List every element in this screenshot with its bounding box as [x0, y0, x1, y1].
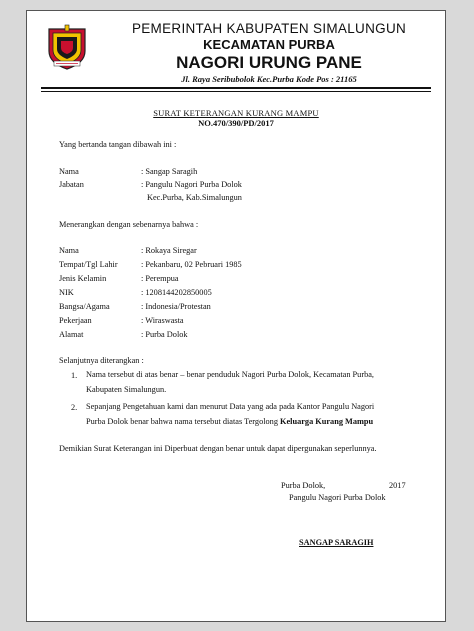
letterhead-district: KECAMATAN PURBA: [203, 37, 335, 52]
subject-value: : Perempua: [141, 274, 179, 283]
signature-name: SANGAP SARAGIH: [299, 538, 374, 547]
subject-value: : Pekanbaru, 02 Pebruari 1985: [141, 260, 242, 269]
subject-label: Tempat/Tgl Lahir: [59, 260, 118, 269]
subject-value: : 1208144202850005: [141, 288, 212, 297]
signer-label: Nama: [59, 167, 79, 176]
further-text: Selanjutnya diterangkan :: [59, 356, 144, 365]
intro-text: Yang bertanda tangan dibawah ini :: [59, 140, 177, 149]
statement-line: Kabupaten Simalungun.: [86, 385, 167, 394]
letterhead-government: PEMERINTAH KABUPATEN SIMALUNGUN: [131, 21, 407, 36]
signer-label: Jabatan: [59, 180, 84, 189]
statement-line: Nama tersebut di atas benar – benar penduduk Nagori Purba Dolok, Kecamatan Purba,: [86, 370, 374, 379]
statement-line: [86, 414, 426, 429]
statement-text: Purba Dolok benar bahwa nama tersebut diatas Tergolong: [86, 417, 281, 426]
signer-value: : Pangulu Nagori Purba Dolok: [141, 180, 242, 189]
letterhead-village: NAGORI URUNG PANE: [176, 53, 362, 72]
letterhead-rule-thin: [41, 91, 431, 92]
signature-year: 2017: [389, 481, 406, 490]
signer-value: : Sangap Saragih: [141, 167, 198, 176]
letterhead: [99, 21, 439, 85]
subject-value: : Wiraswasta: [141, 316, 184, 325]
subject-label: Jenis Kelamin: [59, 274, 107, 283]
signature-place: Purba Dolok,: [281, 481, 326, 490]
statement-item: [86, 399, 426, 429]
letterhead-rule-thick: [41, 87, 431, 89]
subject-label: Pekerjaan: [59, 316, 92, 325]
subject-value: : Purba Dolok: [141, 330, 188, 339]
letter-page: [26, 10, 446, 622]
letterhead-address: Jl. Raya Seribubolok Kec.Purba Kode Pos : 21165: [181, 74, 357, 84]
statement-item: [86, 367, 426, 397]
statement-line: Sepanjang Pengetahuan kami dan menurut Data yang ada pada Kantor Pangulu Nagori: [86, 402, 375, 411]
subject-label: Nama: [59, 246, 79, 255]
subject-label: NIK: [59, 288, 74, 297]
regency-emblem-logo: [43, 23, 91, 71]
item-number: 1.: [71, 371, 78, 380]
subject-label: Bangsa/Agama: [59, 302, 110, 311]
letter-number: NO.470/390/PD/2017: [198, 118, 274, 128]
statement-emphasis: Keluarga Kurang Mampu: [280, 417, 374, 426]
closing-text: Demikian Surat Keterangan ini Diperbuat dengan benar untuk dapat dipergunakan seperlunnya.: [59, 444, 377, 453]
declare-text: Menerangkan dengan sebenarnya bahwa :: [59, 220, 199, 229]
letter-title: SURAT KETERANGAN KURANG MAMPU: [153, 108, 319, 118]
subject-value: : Indonesia/Protestan: [141, 302, 211, 311]
signer-extra: Kec.Purba, Kab.Simalungun: [147, 193, 242, 202]
subject-label: Alamat: [59, 330, 84, 339]
item-number: 2.: [71, 403, 78, 412]
subject-value: : Rokaya Siregar: [141, 246, 197, 255]
signature-position: Pangulu Nagori Purba Dolok: [289, 493, 386, 502]
